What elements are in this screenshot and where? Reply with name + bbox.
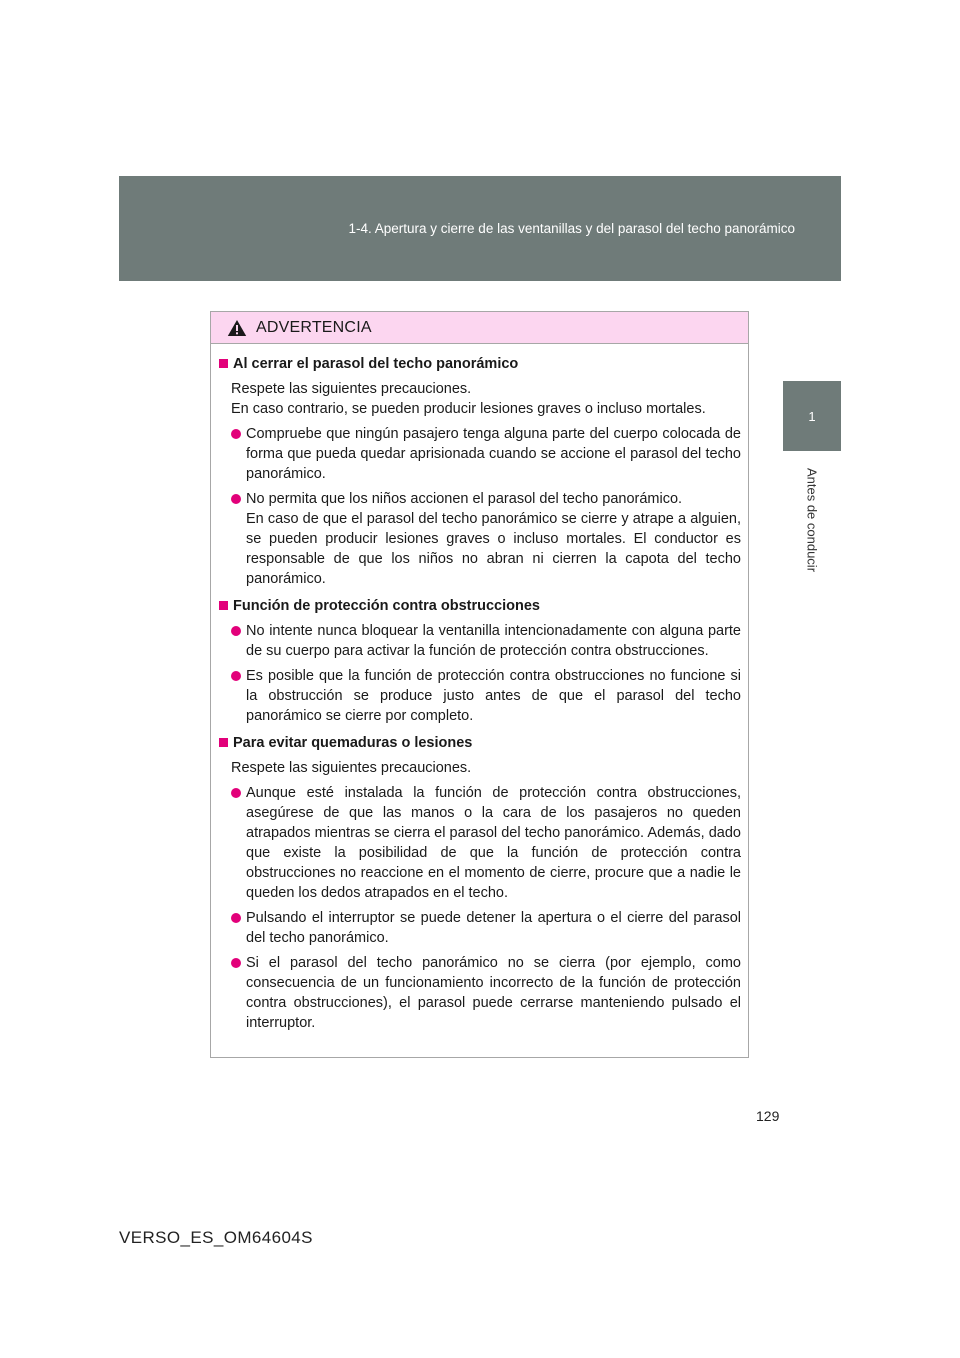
paragraph-line: Respete las siguientes precauciones. xyxy=(231,381,472,397)
paragraph-line: Respete las siguientes precauciones. xyxy=(231,760,472,776)
warning-box xyxy=(210,311,749,1058)
bullet-text xyxy=(246,489,741,589)
paragraph xyxy=(219,379,741,419)
warning-title: ADVERTENCIA xyxy=(256,318,372,336)
section-heading-text: Para evitar quemaduras o lesiones xyxy=(233,735,473,751)
circle-bullet-icon xyxy=(231,626,241,636)
bullet-text: No intente nunca bloquear la ventanilla intencionadamente con alguna parte de su cuerpo para activar la función de protección contra obstrucciones. xyxy=(246,623,741,659)
section-title: 1-4. Apertura y cierre de las ventanillas y del parasol del techo panorámico xyxy=(348,221,795,236)
bullet-text: Compruebe que ningún pasajero tenga alguna parte del cuerpo colocada de forma que pueda quedar aprisionada cuando se accione el parasol del techo panorámico. xyxy=(246,426,741,482)
section-heading xyxy=(219,733,741,753)
chapter-header-band xyxy=(119,176,841,281)
warning-triangle-icon xyxy=(227,319,247,337)
chapter-number: 1 xyxy=(808,409,816,424)
square-bullet-icon xyxy=(219,601,228,610)
bullet-item xyxy=(219,908,741,948)
chapter-label: Antes de conducir xyxy=(804,467,820,573)
square-bullet-icon xyxy=(219,359,228,368)
bullet-item xyxy=(219,424,741,484)
bullet-item xyxy=(219,621,741,661)
circle-bullet-icon xyxy=(231,913,241,923)
paragraph xyxy=(219,758,741,778)
circle-bullet-icon xyxy=(231,494,241,504)
section-heading-text: Función de protección contra obstrucciones xyxy=(233,598,540,614)
bullet-text: Aunque esté instalada la función de protección contra obstrucciones, asegúrese de que las manos o la cara de los pasajeros no queden atrapados mientras se cierra el parasol del techo panorámico. Además, dado que existe la posibilidad de que la función de protección contra obstrucciones no reaccione en el momento de cierre, procure que a nadie le queden los dedos atrapados en el techo. xyxy=(246,785,741,901)
bullet-text-line: No permita que los niños accionen el parasol del techo panorámico. xyxy=(246,491,683,507)
document-code: VERSO_ES_OM64604S xyxy=(119,1228,313,1247)
section-heading-text: Al cerrar el parasol del techo panorámico xyxy=(233,356,519,372)
circle-bullet-icon xyxy=(231,429,241,439)
warning-header xyxy=(211,312,748,344)
chapter-tab xyxy=(783,381,841,451)
bullet-item xyxy=(219,953,741,1033)
bullet-item xyxy=(219,489,741,589)
page-number: 129 xyxy=(756,1108,780,1124)
bullet-text: Es posible que la función de protección contra obstrucciones no funcione si la obstrucción se produce justo antes de que el parasol del techo panorámico se cierre por completo. xyxy=(246,668,741,724)
section-heading xyxy=(219,596,741,616)
circle-bullet-icon xyxy=(231,671,241,681)
paragraph-line: En caso contrario, se pueden producir lesiones graves o incluso mortales. xyxy=(231,401,706,417)
square-bullet-icon xyxy=(219,738,228,747)
circle-bullet-icon xyxy=(231,788,241,798)
bullet-text-line: En caso de que el parasol del techo panorámico se cierre y atrape a alguien, se pueden producir lesiones graves o incluso mortales. El conductor es responsable de que los niños no abran ni cierren la capota del techo panorámico. xyxy=(246,511,741,587)
bullet-item xyxy=(219,666,741,726)
bullet-text: Si el parasol del techo panorámico no se cierra (por ejemplo, como consecuencia de un funcionamiento incorrecto de la función de protección contra obstrucciones), el parasol puede cerrarse manteniendo pulsado el interruptor. xyxy=(246,955,741,1031)
bullet-text: Pulsando el interruptor se puede detener la apertura o el cierre del parasol del techo panorámico. xyxy=(246,910,741,946)
circle-bullet-icon xyxy=(231,958,241,968)
bullet-item xyxy=(219,783,741,903)
warning-body xyxy=(211,344,748,1033)
section-heading xyxy=(219,354,741,374)
